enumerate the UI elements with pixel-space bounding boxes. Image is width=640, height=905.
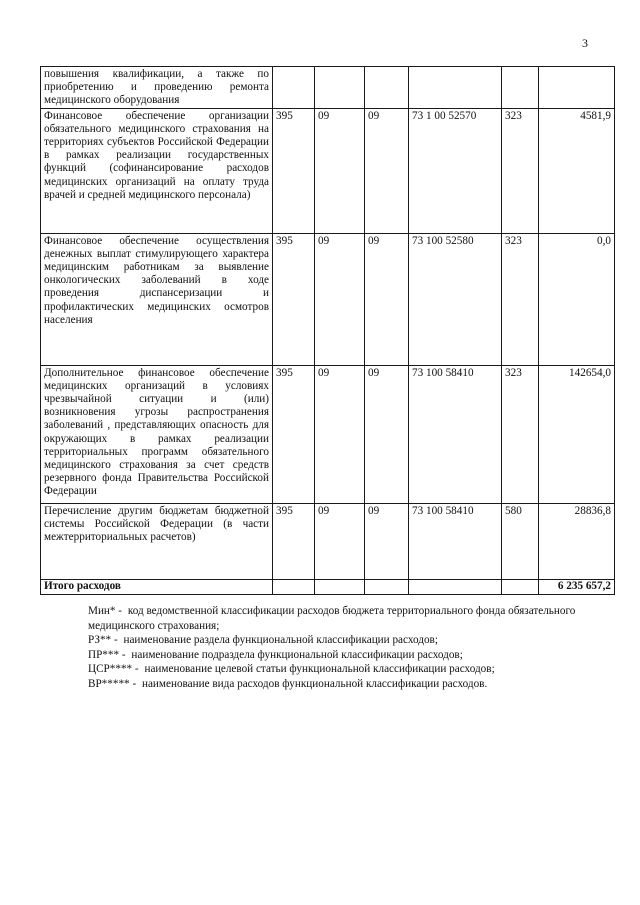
footnote-text: наименование раздела функциональной классификации расходов; [123,634,438,647]
footnote-key: Мин* - [88,605,123,617]
csr-code: 73 100 58410 [409,503,502,579]
footnote [88,604,618,633]
rz-code: 09 [315,108,365,233]
csr-code: 73 100 58410 [409,365,502,503]
rz-code: 09 [315,503,365,579]
footnote-key: ПР*** - [88,648,126,661]
footnote [88,633,618,648]
footnote-key: ЦСР**** - [88,663,139,676]
min-code: 395 [273,108,315,233]
amount: 0,0 [539,233,615,365]
table-row [41,67,615,109]
total-row [41,579,615,594]
pr-code: 09 [365,233,409,365]
amount: 4581,9 [539,108,615,233]
rz-code: 09 [315,365,365,503]
table-row [41,365,615,503]
footnote-text: наименование подраздела функциональной классификации расходов; [131,648,463,661]
footnote-text: наименование вида расходов функциональной классификации расходов. [141,677,488,690]
footnotes [88,604,618,692]
page-number: 3 [582,36,588,50]
expense-name: Финансовое обеспечение осуществления денежных выплат стимулирующего характера медицинским работникам за выявление онкологических заболеваний в ходе проведения диспансеризации и профилактических медицинских осмотров населения [41,233,273,365]
table-row [41,503,615,579]
vr-code: 580 [502,503,539,579]
total-amount: 6 235 657,2 [539,579,615,594]
rz-code [315,67,365,109]
vr-code [502,67,539,109]
total-label: Итого расходов [41,579,273,594]
footnote [88,662,618,677]
footnote-text: наименование целевой статьи функциональной классификации расходов; [144,663,495,676]
rz-code: 09 [315,233,365,365]
amount [539,67,615,109]
vr-code: 323 [502,365,539,503]
vr-code: 323 [502,108,539,233]
footnote-key: ВР***** - [88,677,137,690]
pr-code [365,67,409,109]
footnote [88,677,618,692]
table-row [41,108,615,233]
footnote-text: код ведомственной классификации расходов бюджета территориального фонда обязательного медицинского страхования; [88,605,576,632]
min-code [273,67,315,109]
csr-code [409,67,502,109]
amount: 142654,0 [539,365,615,503]
min-code: 395 [273,503,315,579]
pr-code: 09 [365,503,409,579]
expense-name: повышения квалификации, а также по приобретению и проведению ремонта медицинского оборудования [41,67,273,109]
pr-code: 09 [365,365,409,503]
csr-code: 73 100 52580 [409,233,502,365]
footnote-key: РЗ** - [88,634,118,647]
expense-name: Перечисление другим бюджетам бюджетной системы Российской Федерации (в части межтерриториальных расчетов) [41,503,273,579]
csr-code: 73 1 00 52570 [409,108,502,233]
table-row [41,233,615,365]
vr-code: 323 [502,233,539,365]
pr-code: 09 [365,108,409,233]
expenditure-table [40,66,615,595]
footnote [88,648,618,663]
expense-name: Дополнительное финансовое обеспечение медицинских организаций в условиях чрезвычайной ситуации и (или) возникновения угрозы распространения заболеваний , представляющих опасность для окружающих в рамках реализации территориальных программ обязательного медицинского страхования за счет средств резервного фонда Правительства Российской Федерации [41,365,273,503]
amount: 28836,8 [539,503,615,579]
expense-name: Финансовое обеспечение организации обязательного медицинского страхования на территориях субъектов Российской Федерации в рамках реализации государственных функций (софинансирование расходов медицинских организаций на оплату труда врачей и средней медицинского персонала) [41,108,273,233]
min-code: 395 [273,365,315,503]
min-code: 395 [273,233,315,365]
